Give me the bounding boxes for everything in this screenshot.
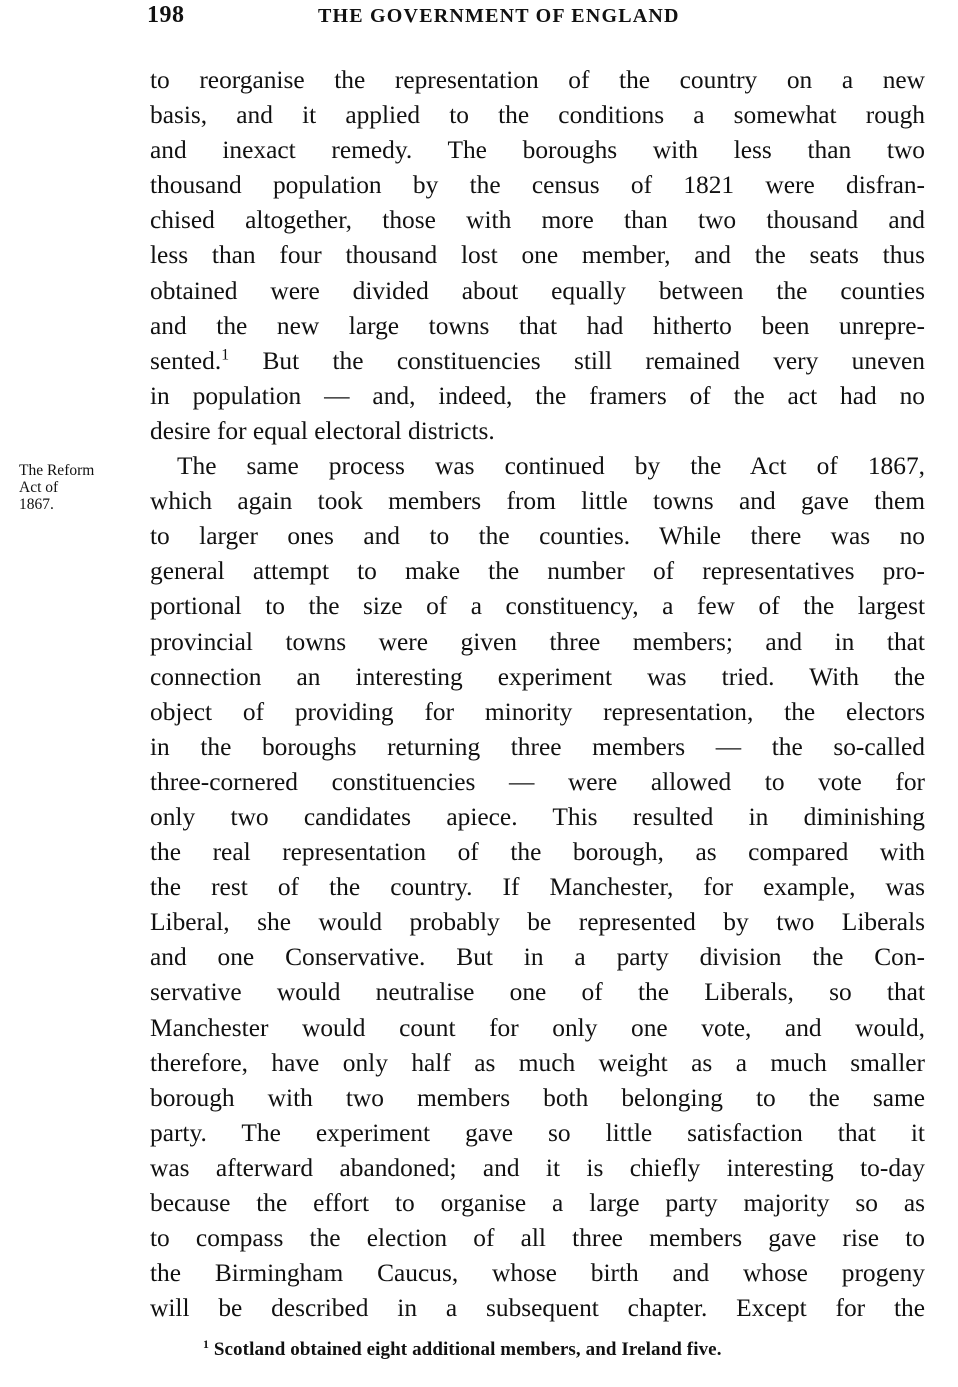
text-line: provincial towns were given three members; and in that (150, 627, 925, 656)
text-line: the Birmingham Caucus, whose birth and whose progeny (150, 1259, 925, 1288)
text-line: borough with two members both belonging to the same (150, 1083, 925, 1112)
text-line: to compass the election of all three members gave rise to (150, 1224, 925, 1253)
text-line: in population — and, indeed, the framers of the act had no (150, 381, 925, 410)
margin-note-line: 1867. (19, 496, 54, 513)
page-number: 198 (147, 2, 185, 28)
text-line: was afterward abandoned; and it is chiefly interesting to-day (150, 1153, 925, 1182)
text-segment: But the constituencies still remained very uneven (262, 346, 925, 375)
margin-note-line: The Reform (19, 462, 95, 479)
text-line: which again took members from little towns and gave them (150, 487, 925, 516)
text-line: party. The experiment gave so little satisfaction that it (150, 1118, 925, 1147)
text-line: obtained were divided about equally between the counties (150, 276, 925, 305)
text-line: thousand population by the census of 1821 were disfran- (150, 171, 925, 200)
text-segment: sented. (150, 346, 222, 375)
text-line: general attempt to make the number of representatives pro- (150, 557, 925, 586)
footnote-text: Scotland obtained eight additional members, and Ireland five. (213, 1339, 722, 1360)
text-line: because the effort to organise a large party majority so as (150, 1189, 925, 1217)
text-line: and one Conservative. But in a party division the Con- (150, 943, 925, 972)
paragraph-start-line: The same process was continued by the Act of 1867, (177, 452, 925, 481)
text-line: Manchester would count for only one vote, and would, (150, 1013, 925, 1042)
body-text (150, 63, 925, 1326)
footnote-mark: 1 (203, 1337, 209, 1351)
margin-note (19, 462, 144, 513)
text-line: and the new large towns that had hitherto been unrepre- (150, 311, 925, 340)
text-line: therefore, have only half as much weight as a much smaller (150, 1048, 925, 1077)
text-line: chised altogether, those with more than two thousand and (150, 206, 925, 235)
text-line: connection an interesting experiment was tried. With the (150, 662, 925, 691)
text-line: three-cornered constituencies — were allowed to vote for (150, 767, 925, 796)
text-line: the real representation of the borough, as compared with (150, 838, 925, 867)
footnote (203, 1339, 722, 1361)
text-line: in the boroughs returning three members — the so-called (150, 732, 925, 761)
footnote-reference[interactable]: 1 (221, 346, 230, 364)
text-line: desire for equal electoral districts. (150, 416, 495, 445)
text-line: portional to the size of a constituency, a few of the largest (150, 592, 925, 621)
margin-note-line: Act of (19, 479, 59, 496)
text-line: basis, and it applied to the conditions a somewhat rough (150, 101, 925, 130)
text-line: object of providing for minority representation, the electors (150, 697, 925, 726)
running-head: THE GOVERNMENT OF ENGLAND (318, 5, 680, 27)
text-line: to reorganise the representation of the country on a new (150, 66, 925, 94)
text-line: to larger ones and to the counties. While there was no (150, 522, 925, 551)
text-line: the rest of the country. If Manchester, for example, was (150, 873, 925, 902)
text-line: servative would neutralise one of the Liberals, so that (150, 978, 925, 1007)
text-line: less than four thousand lost one member, and the seats thus (150, 241, 925, 270)
page-header (0, 2, 958, 32)
text-line: Liberal, she would probably be represented by two Liberals (150, 908, 925, 937)
text-line: will be described in a subsequent chapter. Except for the (150, 1294, 925, 1323)
text-line: only two candidates apiece. This resulted in diminishing (150, 802, 925, 831)
text-line-with-footnote (150, 344, 925, 379)
text-line: and inexact remedy. The boroughs with less than two (150, 136, 925, 165)
